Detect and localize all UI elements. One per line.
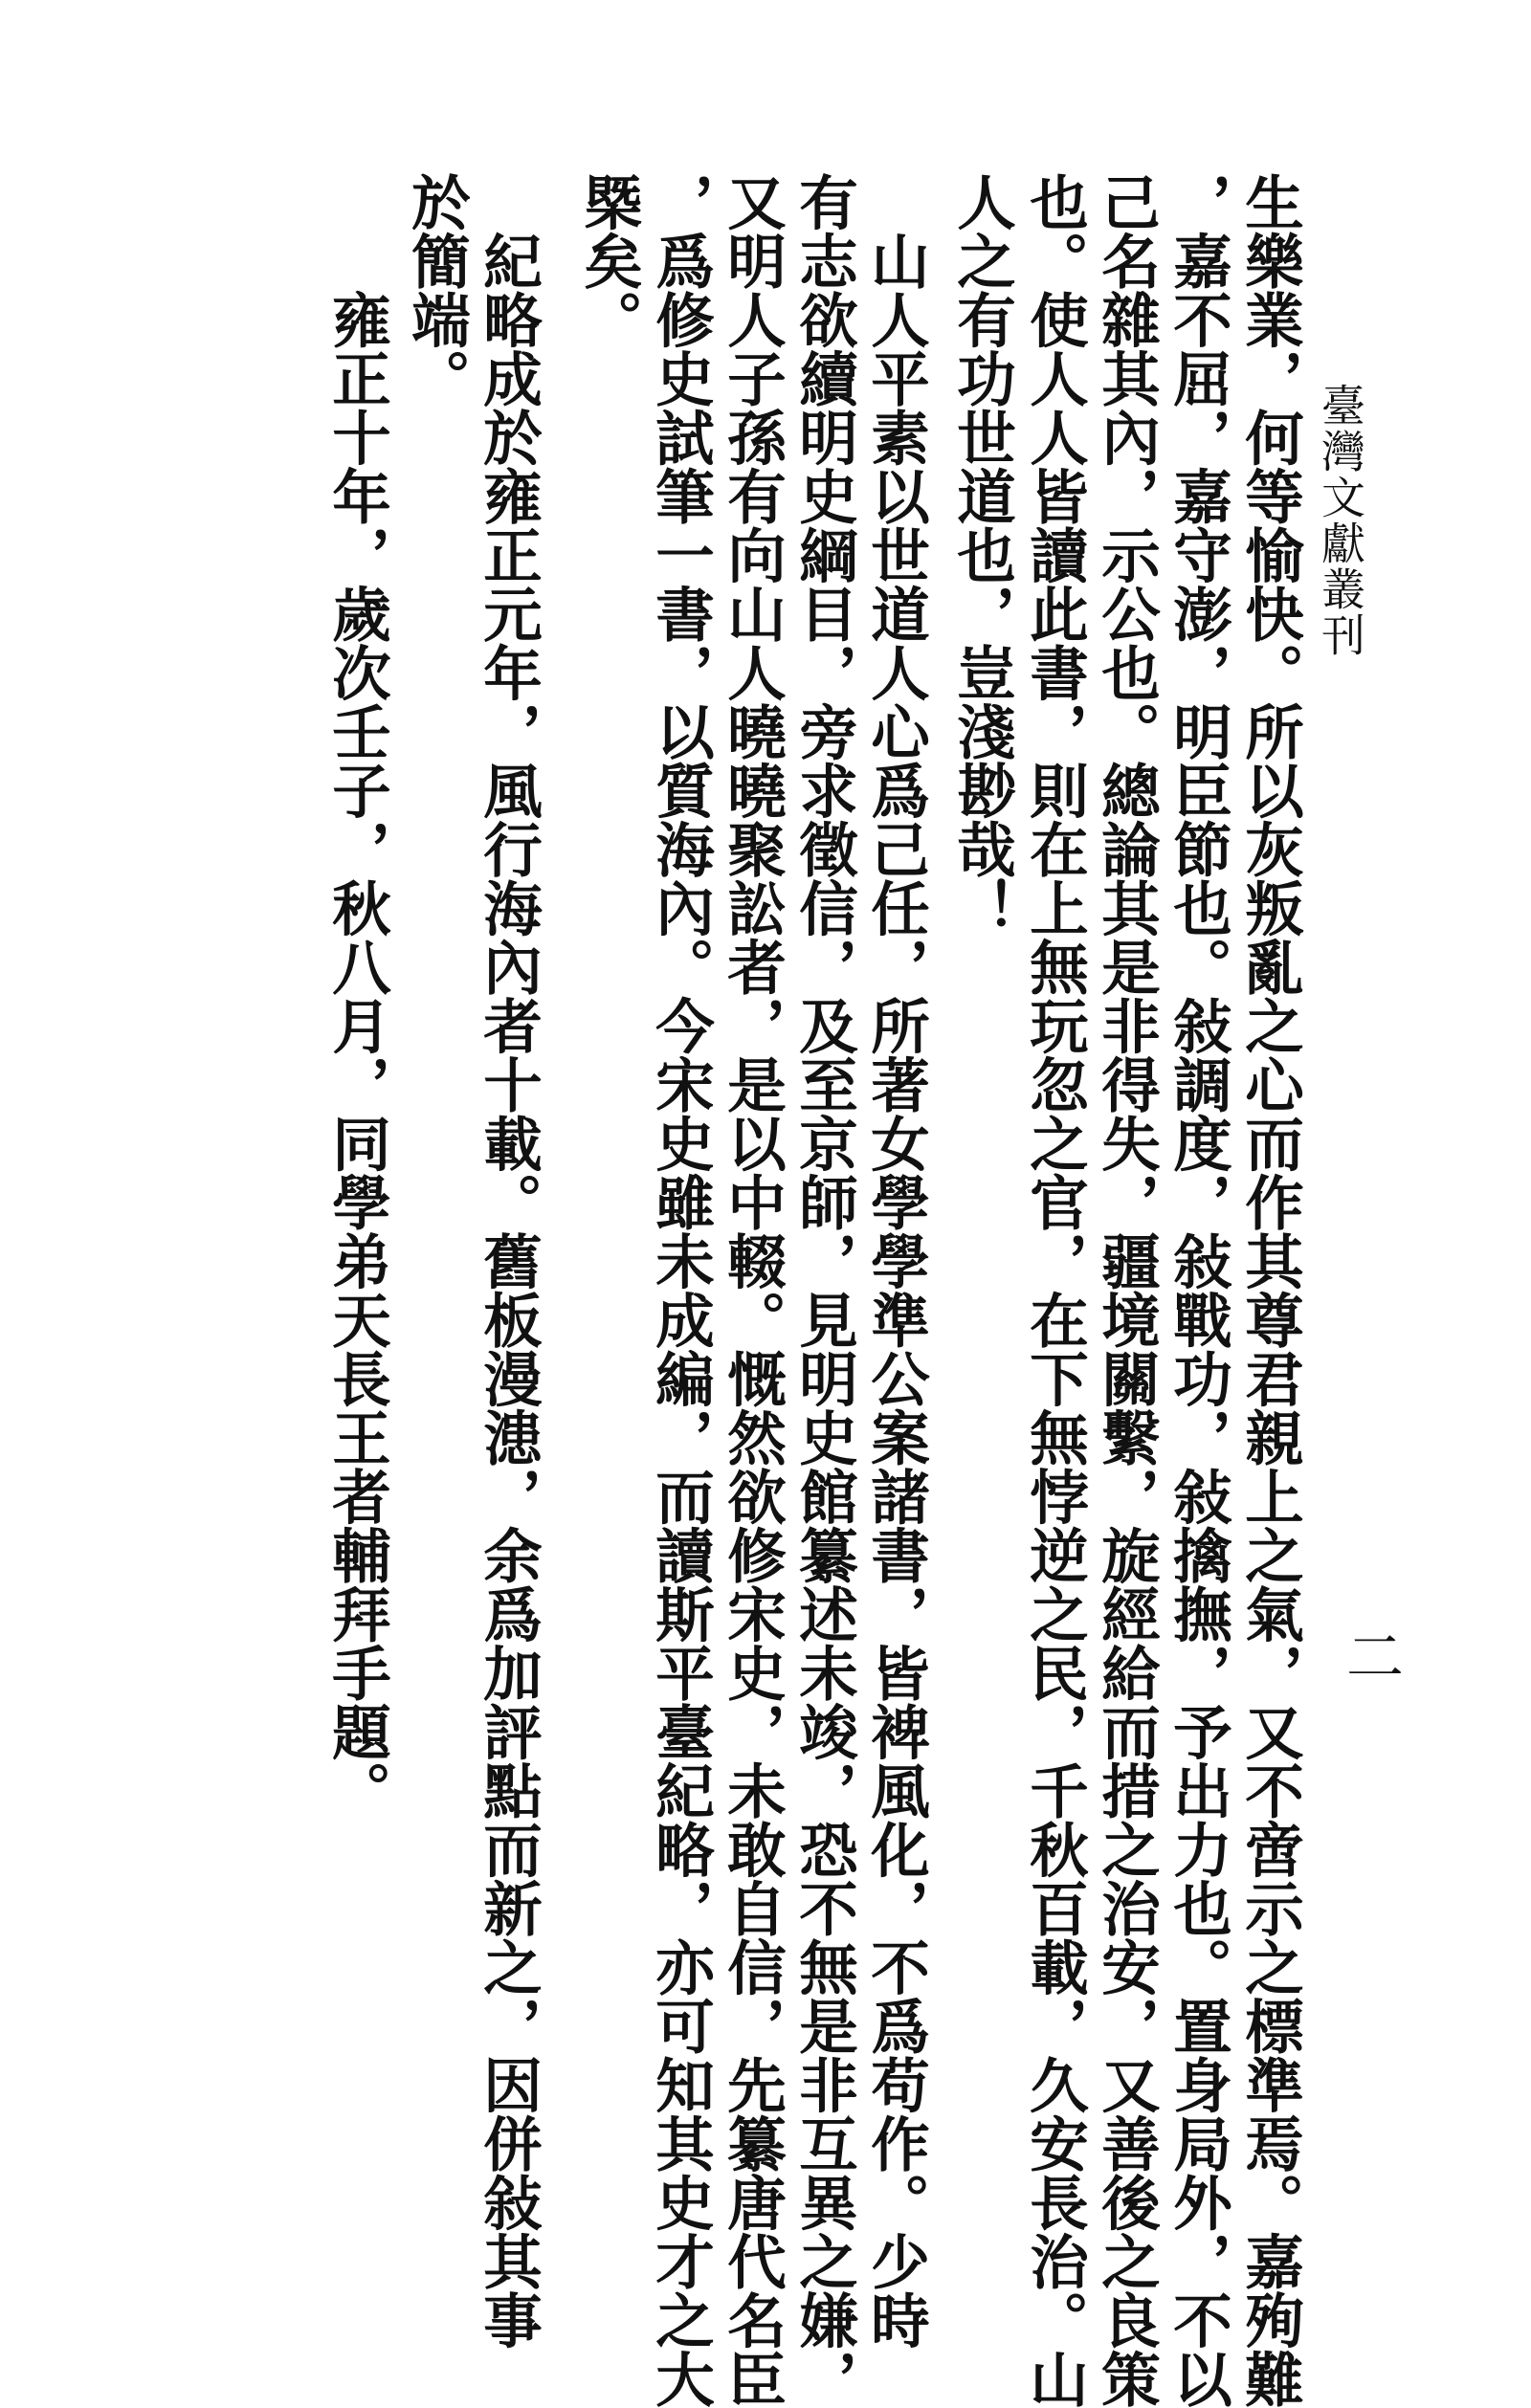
text-line-2: ，嘉不屈，嘉守澎，明臣節也。敍調度，敍戰功，敍擒撫，予出力也。置身局外，不以 [1163, 172, 1233, 2408]
text-line-7: 有志欲續明史綱目，旁求徵信，及至京師，見明史館纂述未竣，恐不無是非互異之嫌， [788, 172, 859, 2408]
text-line-9: ，爲修史試筆一書，以質海內。今宋史雖未成編，而讀斯平臺紀略，亦可知其史才之大 [645, 172, 716, 2408]
text-line-6: 山人平素以世道人心爲己任，所著女學學準公案諸書，皆裨風化，不爲苟作。少時 [860, 172, 931, 2350]
text-line-12: 於簡端。 [401, 172, 472, 408]
text-line-1: 生樂業，何等愉快。所以灰叛亂之心而作其尊君親上之氣，又不啻示之標準焉。嘉殉難 [1234, 172, 1305, 2408]
text-line-10: 槩矣。 [573, 172, 644, 349]
text-line-8: 又明人子孫有向山人曉曉聚訟者，是以中輟。慨然欲修宋史，未敢自信，先纂唐代名臣 [717, 172, 788, 2408]
text-line-3: 己名雜其內，示公也。總論其是非得失，疆境關繫，旋經給而措之治安，又善後之良策 [1091, 172, 1162, 2408]
text-line-4: 也。使人人皆讀此書，則在上無玩忽之官，在下無悖逆之民，千秋百載，久安長治。山 [1019, 172, 1090, 2408]
book-title-header: 臺灣文獻叢刊 [1315, 383, 1366, 658]
text-line-13: 雍正十年，歲次壬子，秋八月，同學弟天長王者輔拜手題。 [322, 172, 392, 1820]
page-number: 二 [1337, 1626, 1404, 1684]
text-line-5: 人之有功世道也，豈淺尠哉！ [946, 172, 1017, 938]
text-line-11: 紀略成於雍正元年，風行海內者十載。舊板漫漶，余爲加評點而新之，因併敍其事 [473, 172, 544, 2350]
